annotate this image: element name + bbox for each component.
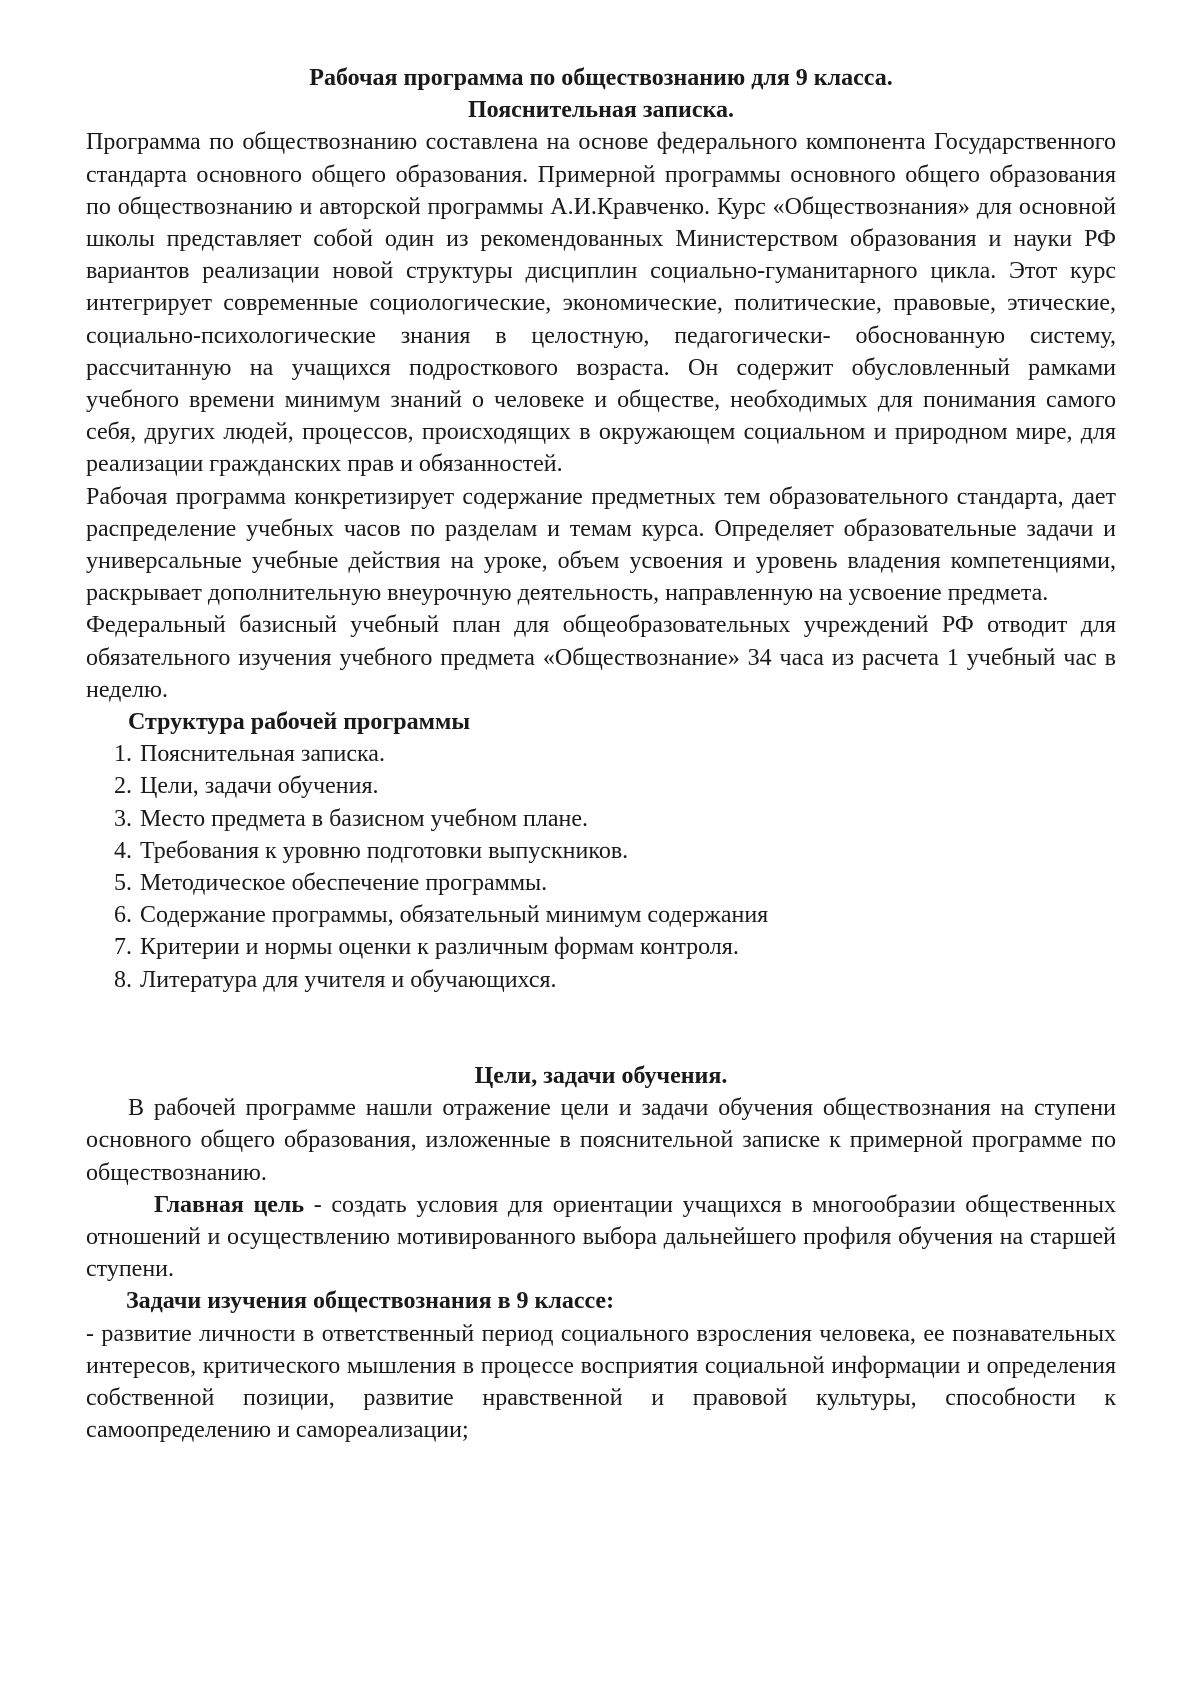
- list-item: [86, 931, 1116, 963]
- list-number: 6.: [114, 902, 132, 929]
- list-item: [86, 964, 1116, 996]
- list-item: [86, 738, 1116, 770]
- list-number: 8.: [114, 966, 132, 993]
- section-spacer: [86, 996, 1116, 1060]
- list-item: [86, 867, 1116, 899]
- list-text: Критерии и нормы оценки к различным формам контроля.: [140, 934, 739, 961]
- list-number: 2.: [114, 773, 132, 800]
- list-text: Цели, задачи обучения.: [140, 773, 379, 800]
- paragraph-main-goal: [86, 1189, 1116, 1286]
- list-item: [86, 835, 1116, 867]
- document-title: Рабочая программа по обществознанию для 9 класса.: [309, 65, 893, 91]
- structure-heading: Структура рабочей программы: [128, 709, 471, 736]
- list-text: Методическое обеспечение программы.: [140, 870, 548, 897]
- list-number: 1.: [114, 741, 132, 768]
- main-goal-text: - создать условия для ориентации учащихся в многообразии общественных отношений и осуществлению мотивированного выбора дальнейшего профиля обучения на старшей ступени.: [86, 1191, 1116, 1283]
- list-text: Требования к уровню подготовки выпускников.: [140, 837, 629, 864]
- list-number: 4.: [114, 837, 132, 864]
- paragraph-program-basis: Программа по обществознанию составлена на основе федерального компонента Государственного стандарта основного общего образования. Примерной программы основного общего образования по обществознанию и авторской программы А.И.Кравченко. Курс «Обществознания» для основной школы представляет собой один из рекомендованных Министерством образования и науки РФ вариантов реализации новой структуры дисциплин социально-гуманитарного цикла. Этот курс интегрирует современные социологические, экономические, политические, правовые, этические, социально-психологические знания в целостную, педагогически- обоснованную систему, рассчитанную на учащихся подросткового возраста. Он содержит обусловленный рамками учебного времени минимум знаний о человеке и обществе, необходимых для понимания самого себя, других людей, процессов, происходящих в окружающем социальном и природном мире, для реализации гражданских прав и обязанностей.: [86, 129, 1116, 478]
- list-number: 5.: [114, 870, 132, 897]
- paragraph-goals-reflection: В рабочей программе нашли отражение цели и задачи обучения обществознания на ступени основного общего образования, изложенные в пояснительной записке к примерной программе по обществознанию.: [86, 1095, 1116, 1186]
- list-text: Место предмета в базисном учебном плане.: [140, 805, 588, 832]
- tasks-heading: Задачи изучения обществознания в 9 классе:: [126, 1288, 615, 1315]
- list-text: Пояснительная записка.: [140, 741, 385, 768]
- list-text: Литература для учителя и обучающихся.: [140, 966, 557, 993]
- paragraph-task-1: - развитие личности в ответственный период социального взросления человека, ее познавательных интересов, критического мышления в процессе восприятия социальной информации и определения собственной позиции, развитие нравственной и правовой культуры, способности к самоопределению и самореализации;: [86, 1320, 1116, 1444]
- list-item: [86, 803, 1116, 835]
- paragraph-study-hours: Федеральный базисный учебный план для общеобразовательных учреждений РФ отводит для обязательного изучения учебного предмета «Обществознание» 34 часа из расчета 1 учебный час в неделю.: [86, 612, 1116, 703]
- list-number: 7.: [114, 934, 132, 961]
- list-item: [86, 770, 1116, 802]
- list-number: 3.: [114, 805, 132, 832]
- paragraph-program-content: Рабочая программа конкретизирует содержание предметных тем образовательного стандарта, дает распределение учебных часов по разделам и темам курса. Определяет образовательные задачи и универсальные учебные действия на уроке, объем усвоения и уровень владения компетенциями, раскрывает дополнительную внеурочную деятельность, направленную на усвоение предмета.: [86, 483, 1116, 607]
- document-body: [86, 62, 1116, 1446]
- list-item: [86, 899, 1116, 931]
- structure-list: [86, 738, 1116, 996]
- section-heading-explanatory: Пояснительная записка.: [467, 97, 734, 124]
- main-goal-label: Главная цель: [154, 1191, 305, 1218]
- section-heading-goals: Цели, задачи обучения.: [474, 1062, 728, 1089]
- list-text: Содержание программы, обязательный минимум содержания: [140, 902, 769, 929]
